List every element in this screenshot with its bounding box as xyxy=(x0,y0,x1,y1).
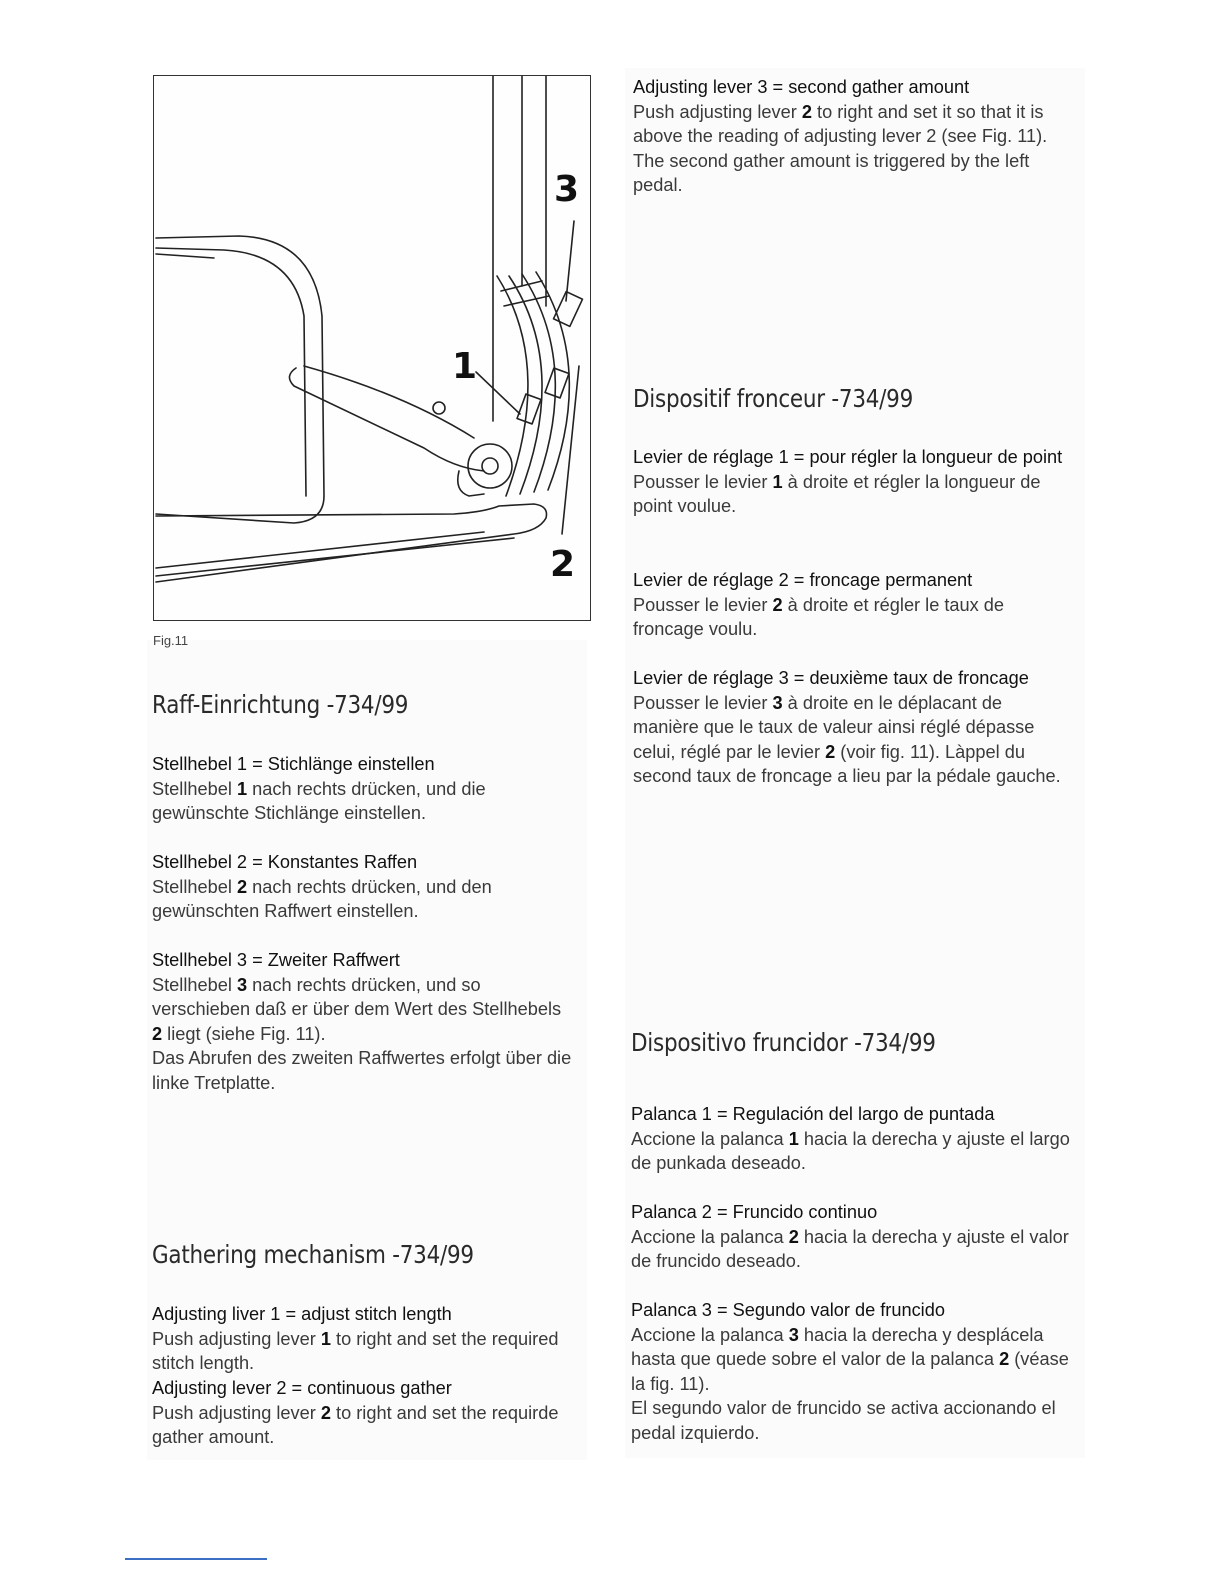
callout-2: 2 xyxy=(550,544,576,585)
de-subtitle-1: Stellhebel 1 = Stichlänge einstellen xyxy=(152,754,435,774)
es-subtitle-1: Palanca 1 = Regulación del largo de puntada xyxy=(631,1104,995,1124)
footer-rule xyxy=(125,1558,267,1560)
fr-body-1: Pousser le levier 1 à droite et régler la longueur de point voulue. xyxy=(633,471,1041,516)
heading-fr: Dispositif fronceur -734/99 xyxy=(633,384,914,413)
heading-es: Dispositivo fruncidor -734/99 xyxy=(631,1028,936,1057)
de-subtitle-3: Stellhebel 3 = Zweiter Raffwert xyxy=(152,950,400,970)
fr-subtitle-1: Levier de réglage 1 = pour régler la longueur de point xyxy=(633,447,1063,467)
de-body-3-extra: Das Abrufen des zweiten Raffwertes erfolgt über die linke Tretplatte. xyxy=(152,1048,572,1093)
fr-section-1 xyxy=(633,445,1063,519)
fr-body-2: Pousser le levier 2 à droite et régler le taux de froncage voulu. xyxy=(633,594,1005,639)
de-subtitle-2: Stellhebel 2 = Konstantes Raffen xyxy=(152,852,418,872)
es-body-3-extra: El segundo valor de fruncido se activa accionando el pedal izquierdo. xyxy=(631,1398,1056,1443)
es-body-3: Accione la palanca 3 hacia la derecha y desplácela hasta que quede sobre el valor de la palanca 2 (véase la fig. 11). xyxy=(631,1324,1069,1394)
fr-body-3: Pousser le levier 3 à droite en le déplacant de manière que le taux de valeur ainsi réglé dépasse celui, réglé par le levier 2 (voir fig. 11). Làppel du second taux de froncage a lieu par la pédale gauche. xyxy=(633,692,1061,786)
en-subtitle-1: Adjusting liver 1 = adjust stitch length xyxy=(152,1304,452,1324)
de-body-2: Stellhebel 2 nach rechts drücken, und den gewünschten Raffwert einstellen. xyxy=(152,876,492,921)
en-section-2 xyxy=(152,1376,572,1450)
en-body-2: Push adjusting lever 2 to right and set the requirde gather amount. xyxy=(152,1402,559,1447)
en-section-1 xyxy=(152,1302,572,1376)
es-subtitle-3: Palanca 3 = Segundo valor de fruncido xyxy=(631,1300,945,1320)
fr-section-3 xyxy=(633,666,1063,789)
es-section-3 xyxy=(631,1298,1071,1445)
en-subtitle-2: Adjusting lever 2 = continuous gather xyxy=(152,1378,452,1398)
en-body-3-extra: The second gather amount is triggered by the left pedal. xyxy=(633,150,1030,195)
es-body-2: Accione la palanca 2 hacia la derecha y ajuste el valor de fruncido deseado. xyxy=(631,1226,1069,1271)
de-section-1 xyxy=(152,752,572,826)
fr-subtitle-2: Levier de réglage 2 = froncage permanent xyxy=(633,570,973,590)
figure-caption: Fig.11 xyxy=(153,633,189,648)
de-section-3 xyxy=(152,948,572,1095)
en-body-1: Push adjusting lever 1 to right and set the required stitch length. xyxy=(152,1328,559,1373)
en-body-3: Push adjusting lever 2 to right and set it so that it is above the reading of adjusting lever 2 (see Fig. 11). xyxy=(633,101,1048,146)
heading-en: Gathering mechanism -734/99 xyxy=(152,1240,474,1269)
es-body-1: Accione la palanca 1 hacia la derecha y ajuste el largo de punkada deseado. xyxy=(631,1128,1070,1173)
fr-section-2 xyxy=(633,568,1063,642)
de-body-3: Stellhebel 3 nach rechts drücken, und so verschieben daß er über dem Wert des Stellhebels 2 liegt (siehe Fig. 11). xyxy=(152,974,562,1044)
callout-3: 3 xyxy=(554,169,580,210)
en-section-3 xyxy=(633,75,1063,198)
fr-subtitle-3: Levier de réglage 3 = deuxième taux de froncage xyxy=(633,668,1029,688)
es-section-1 xyxy=(631,1102,1071,1176)
callout-1: 1 xyxy=(452,346,478,387)
de-section-2 xyxy=(152,850,572,924)
es-section-2 xyxy=(631,1200,1071,1274)
es-subtitle-2: Palanca 2 = Fruncido continuo xyxy=(631,1202,878,1222)
heading-de: Raff-Einrichtung -734/99 xyxy=(152,690,409,719)
lever-illustration xyxy=(154,76,591,621)
de-body-1: Stellhebel 1 nach rechts drücken, und die gewünschte Stichlänge einstellen. xyxy=(152,778,486,823)
en-subtitle-3: Adjusting lever 3 = second gather amount xyxy=(633,77,970,97)
figure-11 xyxy=(153,75,591,621)
